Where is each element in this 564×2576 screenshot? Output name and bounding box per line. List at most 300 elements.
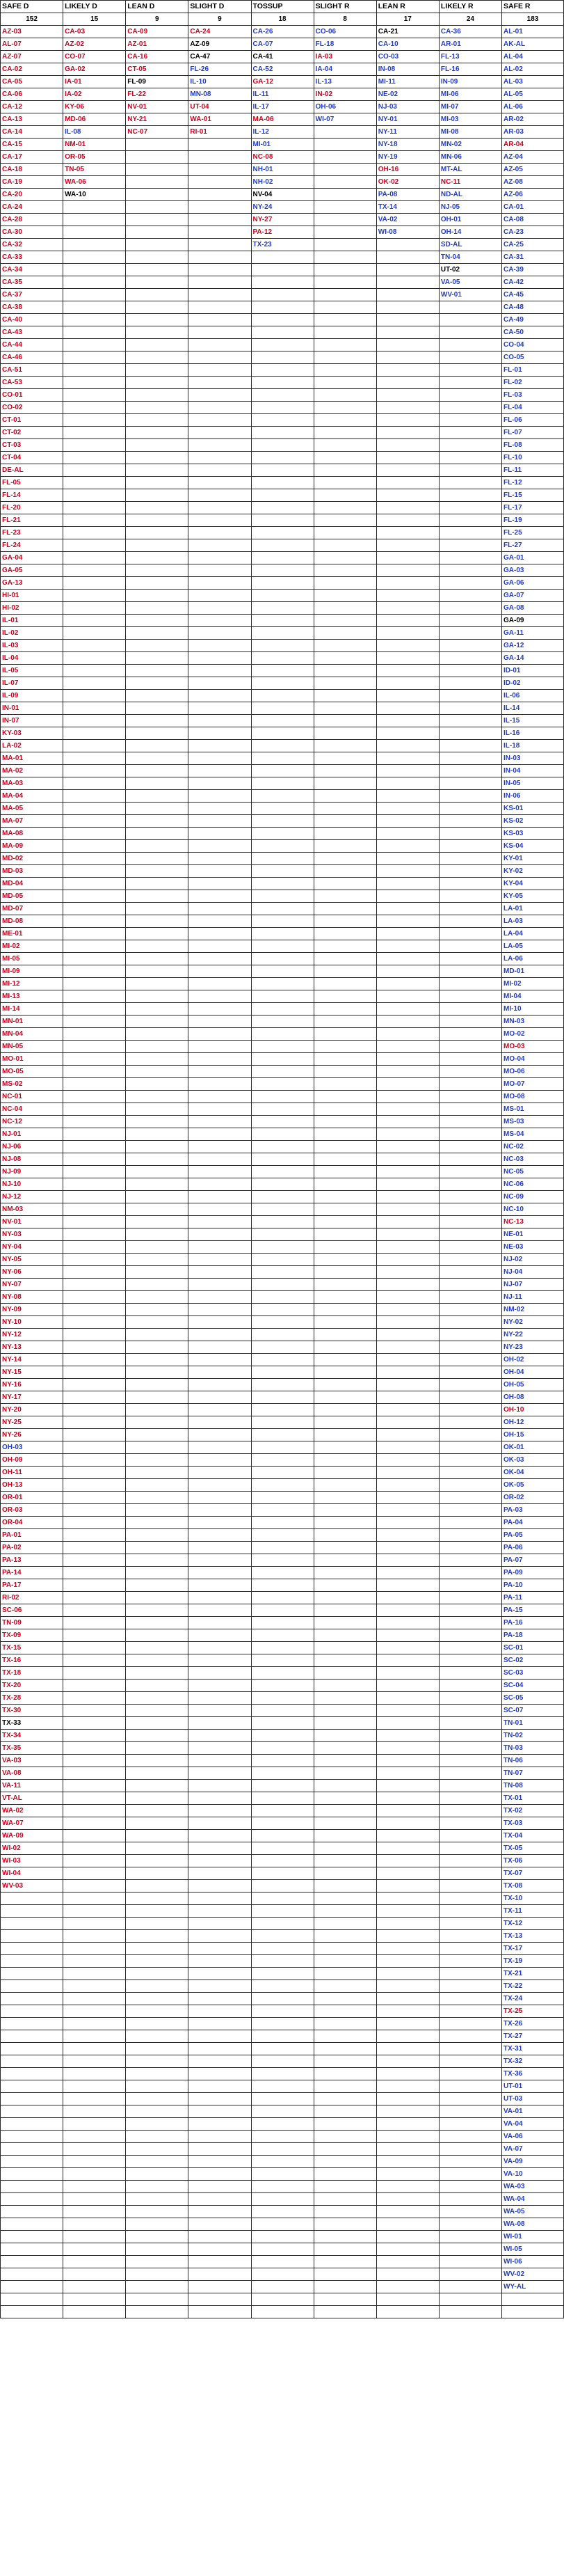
- district-cell: [314, 865, 376, 878]
- district-cell: [314, 276, 376, 289]
- district-cell: [251, 2080, 314, 2093]
- table-row: [1, 214, 564, 226]
- district-cell: [314, 2218, 376, 2231]
- district-cell: [188, 201, 251, 214]
- district-cell: [1, 2080, 63, 2093]
- district-cell-az-01: AZ-01: [126, 38, 188, 51]
- district-cell: [188, 790, 251, 803]
- district-cell: [314, 326, 376, 339]
- table-row: [1, 1354, 564, 1366]
- district-cell: [439, 2156, 501, 2168]
- district-cell: [314, 990, 376, 1003]
- district-cell: [439, 552, 501, 564]
- table-row: [1, 364, 564, 377]
- district-cell-ma-07: MA-07: [1, 815, 63, 828]
- district-cell-co-07: CO-07: [63, 51, 126, 63]
- district-cell: [251, 878, 314, 890]
- table-row: [1, 1041, 564, 1053]
- district-cell: [376, 1266, 439, 1279]
- district-cell-tx-03: TX-03: [502, 1817, 564, 1830]
- district-cell: [314, 577, 376, 590]
- district-cell: [439, 1629, 501, 1642]
- district-cell: [439, 1930, 501, 1943]
- district-cell-sc-04: SC-04: [502, 1680, 564, 1692]
- district-cell-tx-02: TX-02: [502, 1805, 564, 1817]
- district-cell-fl-11: FL-11: [502, 464, 564, 477]
- district-cell: [439, 2181, 501, 2193]
- district-cell: [439, 1617, 501, 1629]
- table-row: [1, 101, 564, 113]
- district-cell: [63, 1504, 126, 1517]
- table-row: [1, 2181, 564, 2193]
- district-cell: [376, 1642, 439, 1654]
- district-cell: [188, 1604, 251, 1617]
- table-row: [1, 2118, 564, 2131]
- district-cell: [63, 1429, 126, 1441]
- district-cell-la-02: LA-02: [1, 740, 63, 752]
- district-cell: [251, 1354, 314, 1366]
- district-cell: [63, 1454, 126, 1467]
- district-cell: [376, 1492, 439, 1504]
- district-cell: [188, 2131, 251, 2143]
- district-cell: [314, 740, 376, 752]
- district-cell: [63, 514, 126, 527]
- district-cell-il-14: IL-14: [502, 702, 564, 715]
- district-cell: [376, 2068, 439, 2080]
- district-cell: [251, 752, 314, 765]
- district-cell: [63, 564, 126, 577]
- district-cell-nc-10: NC-10: [502, 1203, 564, 1216]
- district-cell: [314, 364, 376, 377]
- district-cell: [188, 251, 251, 264]
- district-cell: [376, 1016, 439, 1028]
- table-row: [1, 38, 564, 51]
- district-cell-al-07: AL-07: [1, 38, 63, 51]
- district-cell-va-08: VA-08: [1, 1767, 63, 1780]
- district-cell: [188, 890, 251, 903]
- district-cell-ma-01: MA-01: [1, 752, 63, 765]
- district-cell: [63, 853, 126, 865]
- district-cell: [314, 2243, 376, 2256]
- district-cell: [439, 1454, 501, 1467]
- district-cell: [376, 1203, 439, 1216]
- district-cell: [439, 752, 501, 765]
- district-cell: [314, 1905, 376, 1918]
- district-cell-ny-23: NY-23: [502, 1341, 564, 1354]
- district-cell: [376, 514, 439, 527]
- table-row: [1, 652, 564, 665]
- district-cell: [63, 1492, 126, 1504]
- district-cell: [63, 477, 126, 489]
- district-cell: [439, 1705, 501, 1717]
- district-cell: [314, 2256, 376, 2268]
- district-cell: [188, 840, 251, 853]
- district-cell: [314, 1730, 376, 1742]
- district-cell: [63, 489, 126, 502]
- district-cell-fl-04: FL-04: [502, 402, 564, 414]
- district-cell: [126, 1880, 188, 1893]
- district-cell: [376, 2181, 439, 2193]
- district-cell: [314, 1830, 376, 1842]
- district-cell-pa-13: PA-13: [1, 1554, 63, 1567]
- district-cell-ga-12: GA-12: [502, 640, 564, 652]
- district-cell-tx-13: TX-13: [502, 1930, 564, 1943]
- district-cell-ca-13: CA-13: [1, 113, 63, 126]
- district-cell-il-10: IL-10: [188, 76, 251, 88]
- district-cell: [188, 1867, 251, 1880]
- district-cell: [63, 1291, 126, 1304]
- district-cell: [251, 1542, 314, 1554]
- district-cell: [188, 1467, 251, 1479]
- district-cell: [314, 1366, 376, 1379]
- district-cell: [439, 1542, 501, 1554]
- district-cell: [314, 489, 376, 502]
- district-cell: [314, 915, 376, 928]
- district-cell-ca-23: CA-23: [502, 226, 564, 239]
- district-cell: [188, 1379, 251, 1391]
- district-cell-tx-34: TX-34: [1, 1730, 63, 1742]
- column-count-slight-r: 8: [314, 13, 376, 26]
- district-cell: [439, 1354, 501, 1366]
- district-cell: [126, 201, 188, 214]
- district-cell: [63, 464, 126, 477]
- district-cell: [188, 1855, 251, 1867]
- district-cell-ny-08: NY-08: [1, 1291, 63, 1304]
- district-cell-nc-09: NC-09: [502, 1191, 564, 1203]
- district-cell: [126, 489, 188, 502]
- district-cell: [63, 364, 126, 377]
- district-cell: [314, 677, 376, 690]
- district-cell: [314, 139, 376, 151]
- district-cell: [251, 702, 314, 715]
- district-cell: [1, 1905, 63, 1918]
- district-cell: [376, 2218, 439, 2231]
- table-row: [1, 865, 564, 878]
- district-cell: [126, 1454, 188, 1467]
- district-cell: [439, 1529, 501, 1542]
- district-cell: [63, 1842, 126, 1855]
- district-cell: [376, 389, 439, 402]
- district-cell: [314, 264, 376, 276]
- district-cell: [63, 1680, 126, 1692]
- district-cell-fl-06: FL-06: [502, 414, 564, 427]
- district-cell: [63, 2118, 126, 2131]
- district-cell-ct-02: CT-02: [1, 427, 63, 439]
- district-cell: [188, 1091, 251, 1103]
- table-body: [1, 26, 564, 2318]
- district-cell: [439, 765, 501, 777]
- table-row: [1, 1918, 564, 1930]
- district-cell: [188, 878, 251, 890]
- district-cell: [439, 1792, 501, 1805]
- table-row: [1, 1266, 564, 1279]
- district-cell: [439, 577, 501, 590]
- district-cell: [439, 2093, 501, 2105]
- district-cell: [314, 1379, 376, 1391]
- district-cell-fl-12: FL-12: [502, 477, 564, 489]
- district-cell: [376, 1905, 439, 1918]
- district-cell-nj-08: NJ-08: [1, 1153, 63, 1166]
- district-cell: [376, 2256, 439, 2268]
- district-cell: [376, 477, 439, 489]
- district-cell: [251, 339, 314, 351]
- district-cell: [439, 1091, 501, 1103]
- district-cell-co-03: CO-03: [376, 51, 439, 63]
- table-row: [1, 2281, 564, 2293]
- district-cell-nj-10: NJ-10: [1, 1178, 63, 1191]
- district-cell-tx-12: TX-12: [502, 1918, 564, 1930]
- district-cell-ny-02: NY-02: [502, 1316, 564, 1329]
- district-cell-ks-02: KS-02: [502, 815, 564, 828]
- district-cell-la-05: LA-05: [502, 940, 564, 953]
- district-cell-pa-17: PA-17: [1, 1579, 63, 1592]
- district-cell: [439, 1554, 501, 1567]
- district-cell: [188, 1279, 251, 1291]
- district-cell: [314, 1755, 376, 1767]
- district-cell: [251, 1993, 314, 2005]
- district-cell: [188, 2243, 251, 2256]
- district-cell: [314, 1930, 376, 1943]
- district-cell: [251, 1429, 314, 1441]
- district-cell: [251, 1016, 314, 1028]
- district-cell: [251, 2193, 314, 2206]
- district-cell-oh-15: OH-15: [502, 1429, 564, 1441]
- district-cell: [314, 251, 376, 264]
- district-cell: [63, 1517, 126, 1529]
- district-cell-az-04: AZ-04: [502, 151, 564, 164]
- district-cell: [439, 1918, 501, 1930]
- district-cell: [63, 351, 126, 364]
- district-cell: [126, 514, 188, 527]
- district-cell: [126, 2193, 188, 2206]
- district-cell: [126, 1241, 188, 1254]
- district-cell: [376, 439, 439, 452]
- district-cell: [314, 1705, 376, 1717]
- district-cell: [439, 2193, 501, 2206]
- district-cell-ut-01: UT-01: [502, 2080, 564, 2093]
- district-cell: [63, 2306, 126, 2318]
- district-cell: [188, 1705, 251, 1717]
- district-cell: [439, 1467, 501, 1479]
- table-row: [1, 326, 564, 339]
- district-cell: [63, 226, 126, 239]
- district-cell: [439, 2243, 501, 2256]
- district-cell: [251, 1479, 314, 1492]
- table-row: [1, 1617, 564, 1629]
- district-cell: [251, 514, 314, 527]
- district-cell: [188, 189, 251, 201]
- district-cell: [314, 890, 376, 903]
- district-cell-wa-09: WA-09: [1, 1830, 63, 1842]
- district-cell: [251, 2156, 314, 2168]
- district-cell: [126, 1041, 188, 1053]
- district-cell: [251, 1604, 314, 1617]
- district-cell: [376, 1993, 439, 2005]
- district-cell-pa-04: PA-04: [502, 1517, 564, 1529]
- district-cell: [376, 1103, 439, 1116]
- district-cell-az-08: AZ-08: [502, 176, 564, 189]
- district-cell: [314, 2156, 376, 2168]
- district-cell-oh-13: OH-13: [1, 1479, 63, 1492]
- district-cell-al-02: AL-02: [502, 63, 564, 76]
- district-cell-oh-10: OH-10: [502, 1404, 564, 1416]
- district-cell: [188, 853, 251, 865]
- district-cell-tx-35: TX-35: [1, 1742, 63, 1755]
- district-cell: [314, 351, 376, 364]
- header-row: [1, 1, 564, 13]
- table-row: [1, 1842, 564, 1855]
- district-cell: [188, 2080, 251, 2093]
- district-cell: [314, 777, 376, 790]
- district-cell: [251, 552, 314, 564]
- district-cell: [126, 464, 188, 477]
- district-cell: [126, 264, 188, 276]
- table-row: [1, 427, 564, 439]
- table-row: [1, 389, 564, 402]
- district-cell: [376, 978, 439, 990]
- district-cell-wv-01: WV-01: [439, 289, 501, 301]
- district-cell: [188, 1291, 251, 1304]
- district-cell: [314, 1617, 376, 1629]
- district-cell: [126, 1517, 188, 1529]
- district-cell: [376, 502, 439, 514]
- district-cell: [251, 1241, 314, 1254]
- district-cell: [63, 1617, 126, 1629]
- district-cell: [314, 1642, 376, 1654]
- district-cell: [1, 2068, 63, 2080]
- district-cell: [439, 1980, 501, 1993]
- district-cell: [126, 502, 188, 514]
- district-cell-pa-12: PA-12: [251, 226, 314, 239]
- district-cell: [126, 840, 188, 853]
- district-cell-mi-01: MI-01: [251, 139, 314, 151]
- district-cell: [63, 1730, 126, 1742]
- district-cell: [126, 677, 188, 690]
- table-row: [1, 414, 564, 427]
- district-cell: [126, 377, 188, 389]
- district-cell: [63, 1166, 126, 1178]
- district-cell-mi-11: MI-11: [376, 76, 439, 88]
- district-cell-fl-19: FL-19: [502, 514, 564, 527]
- table-row: [1, 1128, 564, 1141]
- district-cell-pa-15: PA-15: [502, 1604, 564, 1617]
- district-cell: [188, 1341, 251, 1354]
- table-row: [1, 740, 564, 752]
- district-cell: [376, 489, 439, 502]
- district-cell: [314, 1692, 376, 1705]
- table-row: [1, 201, 564, 214]
- district-cell: [188, 1517, 251, 1529]
- district-cell-ca-46: CA-46: [1, 351, 63, 364]
- district-cell: [376, 1366, 439, 1379]
- district-cell: [376, 2168, 439, 2181]
- district-cell: [376, 1830, 439, 1842]
- district-cell-tn-04: TN-04: [439, 251, 501, 264]
- district-cell: [376, 1529, 439, 1542]
- district-cell-ky-04: KY-04: [502, 878, 564, 890]
- table-row: [1, 1542, 564, 1554]
- table-row: [1, 1178, 564, 1191]
- district-cell: [1, 2131, 63, 2143]
- district-cell: [188, 1329, 251, 1341]
- district-cell: [63, 2055, 126, 2068]
- district-cell: [251, 1943, 314, 1955]
- district-cell-nc-08: NC-08: [251, 151, 314, 164]
- district-cell-va-10: VA-10: [502, 2168, 564, 2181]
- district-cell: [376, 652, 439, 665]
- district-cell: [314, 2118, 376, 2131]
- district-cell: [126, 2293, 188, 2306]
- district-cell: [439, 2256, 501, 2268]
- district-cell: [63, 702, 126, 715]
- table-row: [1, 164, 564, 176]
- district-cell: [314, 427, 376, 439]
- district-cell-fl-01: FL-01: [502, 364, 564, 377]
- district-cell: [314, 1203, 376, 1216]
- district-cell: [376, 326, 439, 339]
- district-cell: [376, 1918, 439, 1930]
- district-cell: [439, 414, 501, 427]
- district-cell: [314, 1279, 376, 1291]
- district-cell: [439, 1680, 501, 1692]
- district-cell: [376, 1930, 439, 1943]
- district-cell: [63, 1254, 126, 1266]
- district-cell-ms-04: MS-04: [502, 1128, 564, 1141]
- column-count-tossup: 18: [251, 13, 314, 26]
- district-cell-md-02: MD-02: [1, 853, 63, 865]
- district-cell: [63, 915, 126, 928]
- district-cell: [126, 1780, 188, 1792]
- district-cell-wy-al: WY-AL: [502, 2281, 564, 2293]
- district-cell: [439, 1441, 501, 1454]
- district-cell-tx-16: TX-16: [1, 1654, 63, 1667]
- district-cell-fl-14: FL-14: [1, 489, 63, 502]
- district-cell: [314, 1880, 376, 1893]
- district-cell: [376, 539, 439, 552]
- district-cell: [126, 1504, 188, 1517]
- district-cell: [63, 1654, 126, 1667]
- district-cell: [63, 1053, 126, 1066]
- district-cell: [251, 1291, 314, 1304]
- district-cell: [314, 1955, 376, 1968]
- table-row: [1, 890, 564, 903]
- district-cell-co-02: CO-02: [1, 402, 63, 414]
- district-cell: [314, 2143, 376, 2156]
- district-cell: [376, 1291, 439, 1304]
- district-cell: [439, 2168, 501, 2181]
- district-cell: [314, 765, 376, 777]
- district-cell: [314, 1542, 376, 1554]
- district-cell: [376, 1805, 439, 1817]
- district-cell: [126, 1642, 188, 1654]
- district-cell-al-06: AL-06: [502, 101, 564, 113]
- district-cell: [314, 828, 376, 840]
- district-cell: [376, 1567, 439, 1579]
- district-cell-al-04: AL-04: [502, 51, 564, 63]
- district-cell: [376, 1467, 439, 1479]
- table-row: [1, 1717, 564, 1730]
- district-cell: [63, 690, 126, 702]
- district-cell: [376, 953, 439, 965]
- district-cell: [188, 226, 251, 239]
- district-cell: [251, 665, 314, 677]
- district-cell: [188, 301, 251, 314]
- district-cell-ny-19: NY-19: [376, 151, 439, 164]
- district-cell: [63, 2105, 126, 2118]
- district-cell: [126, 239, 188, 251]
- table-row: [1, 1028, 564, 1041]
- district-cell: [314, 1041, 376, 1053]
